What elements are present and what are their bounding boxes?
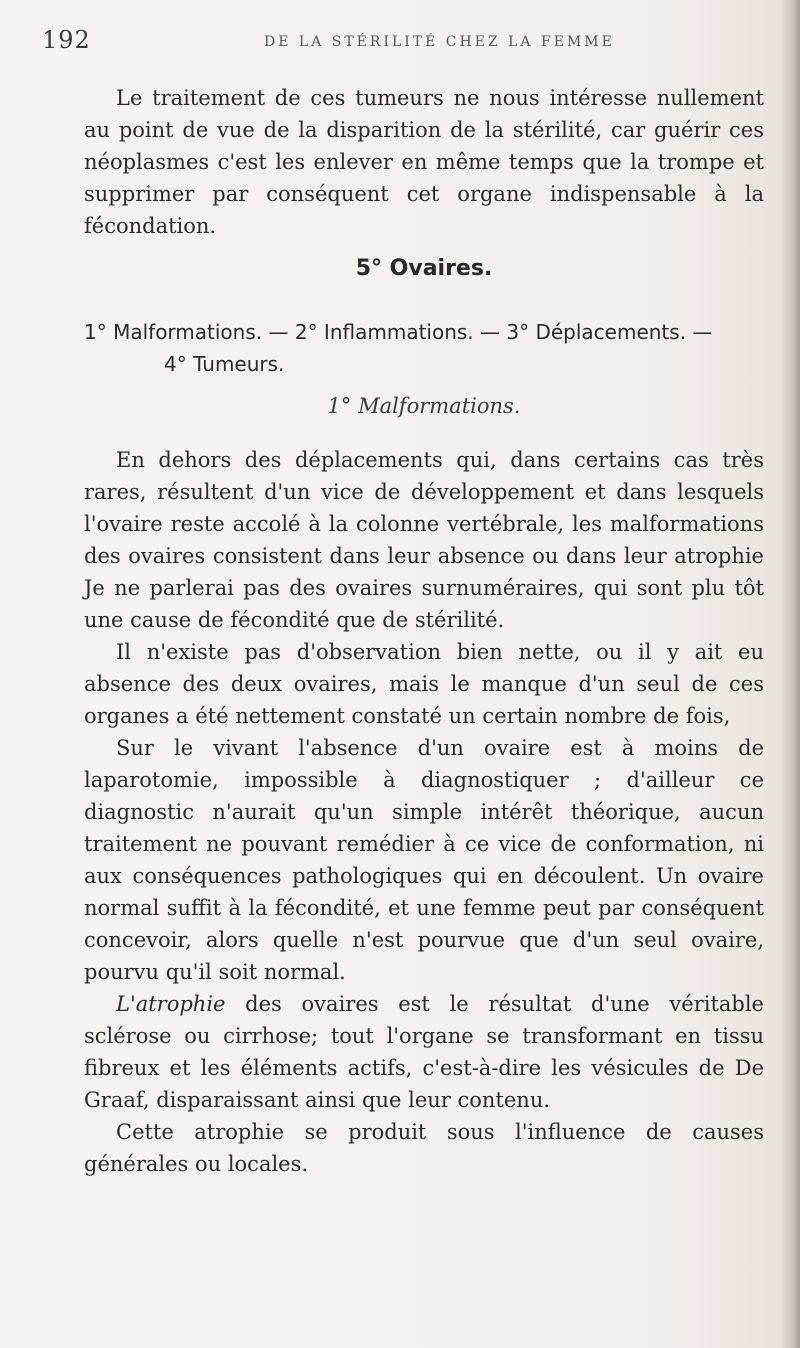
paragraph-4 [84, 988, 764, 1116]
paragraph-5: Cette atrophie se produit sous l'influence de causes générales ou locales. [84, 1120, 764, 1176]
atrophie-term: L'atrophie [116, 992, 226, 1016]
outline-line-1: 1° Malformations. — 2° Inflammations. — 3° Déplacements. — [84, 320, 713, 344]
intro-text [84, 82, 764, 242]
page-number: 192 [42, 26, 91, 54]
section-outline [84, 316, 764, 380]
page-edge-shadow [782, 0, 800, 1348]
outline-line-2: 4° Tumeurs. [164, 352, 285, 376]
section-title: 5° Ovaires. [355, 256, 493, 281]
intro-paragraph: Le traitement de ces tumeurs ne nous intéresse nullement au point de vue de la disparition de la stérilité, car guérir ces néoplasmes c'est les enlever en même temps que la trompe et supprimer par conséquent cet organe indispensable à la fécondation. [84, 86, 764, 238]
page-header [42, 26, 762, 66]
paragraph-1: En dehors des déplacements qui, dans certains cas très rares, résultent d'un vice de développement et dans lesquels l'ovaire reste accolé à la colonne vertébrale, les malformations des ovaires consistent dans leur absence ou dans leur atrophie Je ne parlerai pas des ovaires surnuméraires, qui sont plu tôt une cause de fécondité que de stérilité. [84, 448, 764, 632]
paragraph-2: Il n'existe pas d'observation bien nette, ou il y ait eu absence des deux ovaires, mais le manque d'un seul de ces organes a été nettement constaté un certain nombre de fois, [84, 640, 764, 728]
running-head: DE LA STÉRILITÉ CHEZ LA FEMME [264, 34, 615, 50]
paragraph-3: Sur le vivant l'absence d'un ovaire est à moins de laparotomie, impossible à diagnostiquer ; d'ailleur ce diagnostic n'aurait qu'un simple intérêt théorique, aucun traitement ne pouvant remédier à ce vice de conformation, ni aux conséquences pathologiques qui en découlent. Un ovaire normal suffit à la fécondité, et une femme peut par conséquent concevoir, alors quelle n'est pourvue que d'un seul ovaire, pourvu qu'il soit normal. [84, 736, 764, 984]
paragraph-4-text: des ovaires est le résultat d'une véritable sclérose ou cirrhose; tout l'organe se transformant en tissu fibreux et les éléments actifs, c'est-à-dire les vésicules de De Graaf, disparaissant ainsi que leur contenu. [84, 992, 764, 1112]
subsection-title: 1° Malformations. [327, 394, 521, 418]
main-text [84, 444, 764, 1180]
